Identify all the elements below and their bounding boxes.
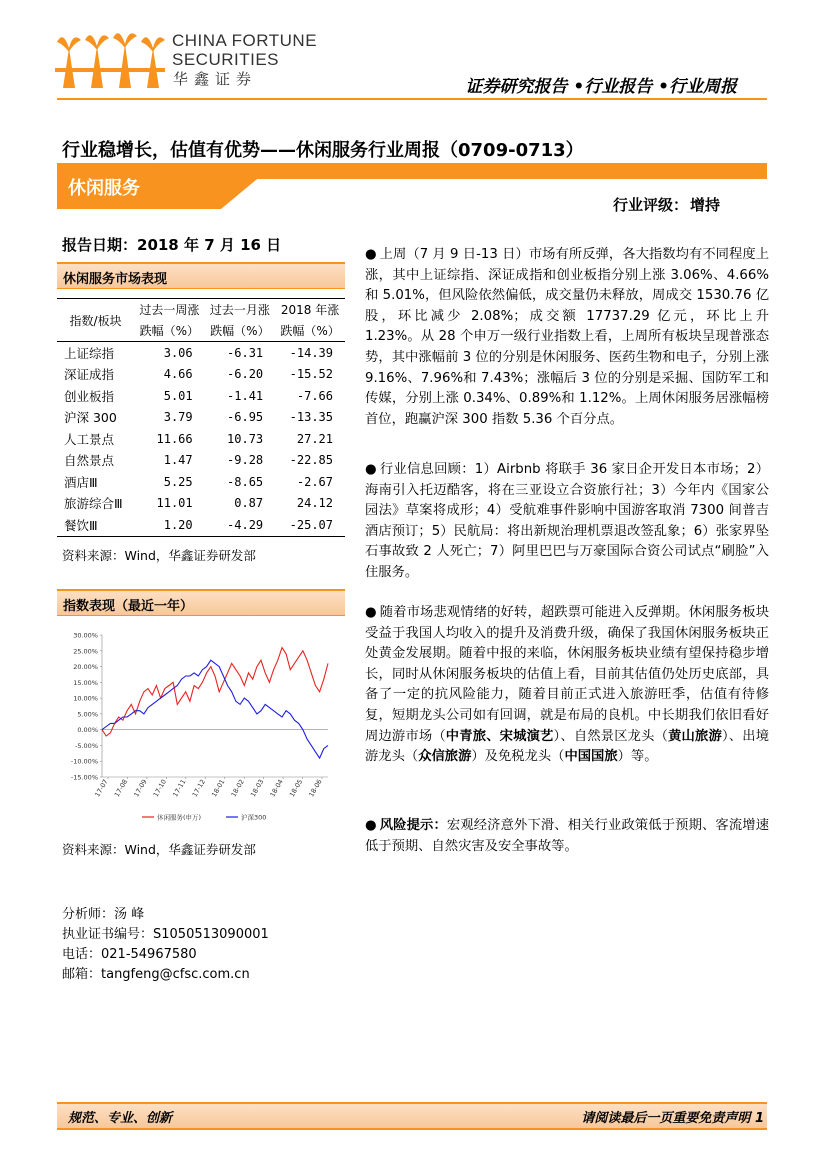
x-tick-label: 18-02 — [229, 778, 246, 799]
x-tick-label: 17-12 — [190, 778, 208, 799]
analyst-cert: 执业证书编号：S1050513090001 — [62, 927, 269, 942]
table-row — [57, 407, 345, 429]
cell-name: 深证成指 — [64, 367, 115, 383]
cell-name: 创业板指 — [64, 388, 115, 404]
cell-month: 0.87 — [234, 496, 264, 511]
cell-week: 3.06 — [163, 345, 193, 360]
cell-name: 酒店Ⅲ — [64, 474, 98, 490]
cell-week: 4.66 — [163, 367, 193, 382]
y-tick-label: 0.00% — [77, 726, 98, 735]
legend-label: 休闲服务(申万) — [157, 813, 202, 822]
x-tick-label: 17-10 — [151, 778, 169, 799]
analyst-name: 分析师：汤 峰 — [62, 907, 145, 922]
index-section-header — [57, 589, 345, 616]
pick-scenic: 黄山旅游 — [668, 728, 722, 744]
y-tick-label: 5.00% — [77, 710, 98, 719]
footer-slogan: 规范、专业、创新 — [68, 1111, 173, 1126]
cell-name: 旅游综合Ⅲ — [64, 496, 123, 512]
index-chart — [60, 627, 340, 827]
y-tick-label: 25.00% — [73, 647, 98, 656]
pick-peripheral: 中青旅、宋城演艺 — [445, 728, 554, 744]
table-row — [57, 342, 345, 364]
col-week-1: 过去一周涨 — [139, 303, 200, 317]
rating-value: 增持 — [690, 196, 721, 214]
col-month-2: 跌幅（%） — [205, 320, 276, 342]
analyst-info — [62, 905, 269, 985]
paragraph-outlook: ● 随着市场悲观情绪的好转，超跌票可能进入反弹期。休闲服务板块受益于我国人均收入的提升及消费升级，确保了我国休闲服务板块正处黄金发展期。随着中报的来临，休闲服务板块业绩有望保持稳步增长，同时从休闲服务板块的估值上看，目前其估值仍处历史底部，具备了一定的抗风险能力，随着目前正式进入旅游旺季，估值有待修复，短期龙头公司如有回调，就是布局的良机。中长期我们依旧看好周边游市场（中青旅、宋城演艺）、自然景区龙头（黄山旅游）、出境游龙头（众信旅游）及免税龙头（中国国旅）等。 — [365, 605, 769, 765]
cell-year: 24.12 — [296, 496, 333, 511]
cell-year: -14.39 — [289, 345, 333, 360]
logo-english: CHINA FORTUNE SECURITIES — [172, 31, 318, 69]
cell-name: 沪深 300 — [64, 410, 117, 426]
industry-rating — [613, 194, 720, 215]
index-section-title: 指数表现（最近一年） — [63, 599, 194, 614]
market-section-header — [57, 262, 345, 289]
cell-week: 5.25 — [163, 474, 193, 489]
analyst-phone: 电话：021-54967580 — [62, 947, 197, 962]
logo-chinese: 华鑫证券 — [173, 70, 258, 88]
cell-month: -6.31 — [227, 345, 264, 360]
cell-year: -25.07 — [289, 517, 333, 532]
bullet-icon: ● — [365, 462, 377, 477]
market-section-title: 休闲服务市场表现 — [63, 272, 168, 287]
x-tick-label: 17-11 — [171, 778, 188, 799]
table-row — [57, 450, 345, 472]
market-table — [57, 298, 345, 537]
report-type: 证券研究报告 •行业报告 •行业周报 — [465, 77, 737, 97]
bullet-icon: ● — [365, 605, 377, 620]
paragraph-industry-news: ● 行业信息回顾：1）Airbnb 将联手 36 家日企开发日本市场；2）海南引入托迈酷客，将在三亚设立合资旅行社；3）今年内《国家公园法》草案将成形；4）受航难事件影响中国游客取消 7300 间普吉酒店预订；5）民航局：将出新规治理机票退改签乱象；6）张家界坠石事故致 2 人死亡；7）阿里巴巴与万豪国际合资公司试点“刷脸”入住服务。 — [365, 462, 769, 580]
x-tick-label: 18-03 — [248, 778, 266, 799]
y-tick-label: 10.00% — [73, 694, 98, 703]
y-tick-label: 30.00% — [73, 631, 98, 640]
cell-week: 1.47 — [163, 453, 193, 468]
y-tick-label: 15.00% — [73, 678, 98, 687]
table-row — [57, 514, 345, 536]
cell-year: -13.35 — [289, 410, 333, 425]
x-tick-label: 17-07 — [93, 778, 110, 799]
bullet-icon: ● — [365, 818, 377, 833]
paragraph-risk: ● 风险提示：宏观经济意外下滑、相关行业政策低于预期、客流增速低于预期、自然灾害及安全事故等。 — [365, 818, 770, 854]
table-row — [57, 428, 345, 450]
risk-label: 风险提示： — [379, 818, 447, 833]
cell-month: -8.65 — [227, 474, 264, 489]
pick-dutyfree: 中国国旅 — [564, 749, 618, 765]
pick-outbound: 众信旅游 — [418, 749, 472, 765]
cell-name: 餐饮Ⅲ — [64, 517, 98, 533]
cell-month: -1.41 — [227, 388, 264, 403]
col-month-1: 过去一月涨 — [209, 303, 270, 317]
col-year-1: 2018 年涨 — [280, 303, 340, 317]
cell-name: 人工景点 — [64, 431, 115, 447]
industry-name: 休闲服务 — [68, 178, 140, 199]
cell-year: 27.21 — [296, 431, 333, 446]
table-row — [57, 471, 345, 493]
x-tick-label: 17-09 — [132, 778, 149, 799]
y-tick-label: -5.00% — [75, 741, 98, 750]
cell-month: -4.29 — [227, 517, 264, 532]
cell-year: -7.66 — [296, 388, 333, 403]
y-tick-label: 20.00% — [73, 663, 98, 672]
col-year-2: 跌幅（%） — [275, 320, 345, 342]
cell-week: 3.79 — [163, 410, 193, 425]
market-source: 资料来源：Wind，华鑫证券研发部 — [62, 548, 256, 563]
company-logo — [55, 28, 165, 90]
x-tick-label: 18-04 — [268, 778, 285, 799]
x-tick-label: 18-06 — [307, 778, 324, 799]
table-row — [57, 385, 345, 407]
col-name: 指数/板块 — [57, 299, 134, 342]
analyst-email: 邮箱：tangfeng@cfsc.com.cn — [62, 967, 250, 982]
report-date: 报告日期：2018 年 7 月 16 日 — [62, 236, 282, 254]
cell-year: -15.52 — [289, 367, 333, 382]
col-week-2: 跌幅（%） — [134, 320, 205, 342]
cell-month: -9.28 — [227, 453, 264, 468]
y-tick-label: -15.00% — [70, 773, 98, 782]
chart-source: 资料来源：Wind，华鑫证券研发部 — [62, 842, 256, 857]
paragraph-market-review: ● 上周（7 月 9 日-13 日）市场有所反弹，各大指数均有不同程度上涨，其中上证综指、深证成指和创业板指分别上涨 3.06%、4.66%和 5.01%，但风险依然偏低，成交量仍未释放，周成交 1530.76 亿股，环比减少 2.08%；成交额 17737.29 亿元，环比上升 1.23%。从 28 个申万一级行业指数上看，上周所有板块呈现普涨态势，其中涨幅前 3 位的分别是休闲服务、医药生物和电子，分别上涨 9.16%、7.96%和 7.43%；涨幅后 3 位的分别是采掘、国防军工和传媒，分别上涨 0.34%、0.89%和 1.12%。上周休闲服务居涨幅榜首位，跑赢沪深 300 指数 5.36 个百分点。 — [365, 247, 769, 427]
cell-name: 上证综指 — [64, 345, 115, 361]
series-line-leisure — [102, 648, 328, 736]
report-title: 行业稳增长，估值有优势——休闲服务行业周报（0709-0713） — [62, 140, 584, 161]
cell-year: -22.85 — [289, 453, 333, 468]
bullet-icon: ● — [365, 247, 377, 262]
legend-label: 沪深300 — [241, 813, 267, 822]
cell-month: -6.95 — [227, 410, 264, 425]
table-row — [57, 493, 345, 515]
cell-month: 10.73 — [227, 431, 264, 446]
cell-week: 11.01 — [156, 496, 193, 511]
x-tick-label: 18-05 — [287, 778, 305, 799]
cell-week: 5.01 — [163, 388, 193, 403]
cell-month: -6.20 — [227, 367, 264, 382]
rating-label: 行业评级： — [613, 196, 689, 214]
x-tick-label: 17-08 — [112, 778, 130, 799]
y-tick-label: -10.00% — [70, 757, 98, 766]
cell-year: -2.67 — [296, 474, 333, 489]
table-row — [57, 364, 345, 386]
footer-disclaimer: 请阅读最后一页重要免责声明 1 — [581, 1111, 764, 1126]
header-divider — [57, 98, 767, 100]
cell-week: 11.66 — [156, 431, 193, 446]
cell-name: 自然景点 — [64, 453, 115, 469]
cell-week: 1.20 — [163, 517, 193, 532]
x-tick-label: 18-01 — [210, 778, 227, 799]
